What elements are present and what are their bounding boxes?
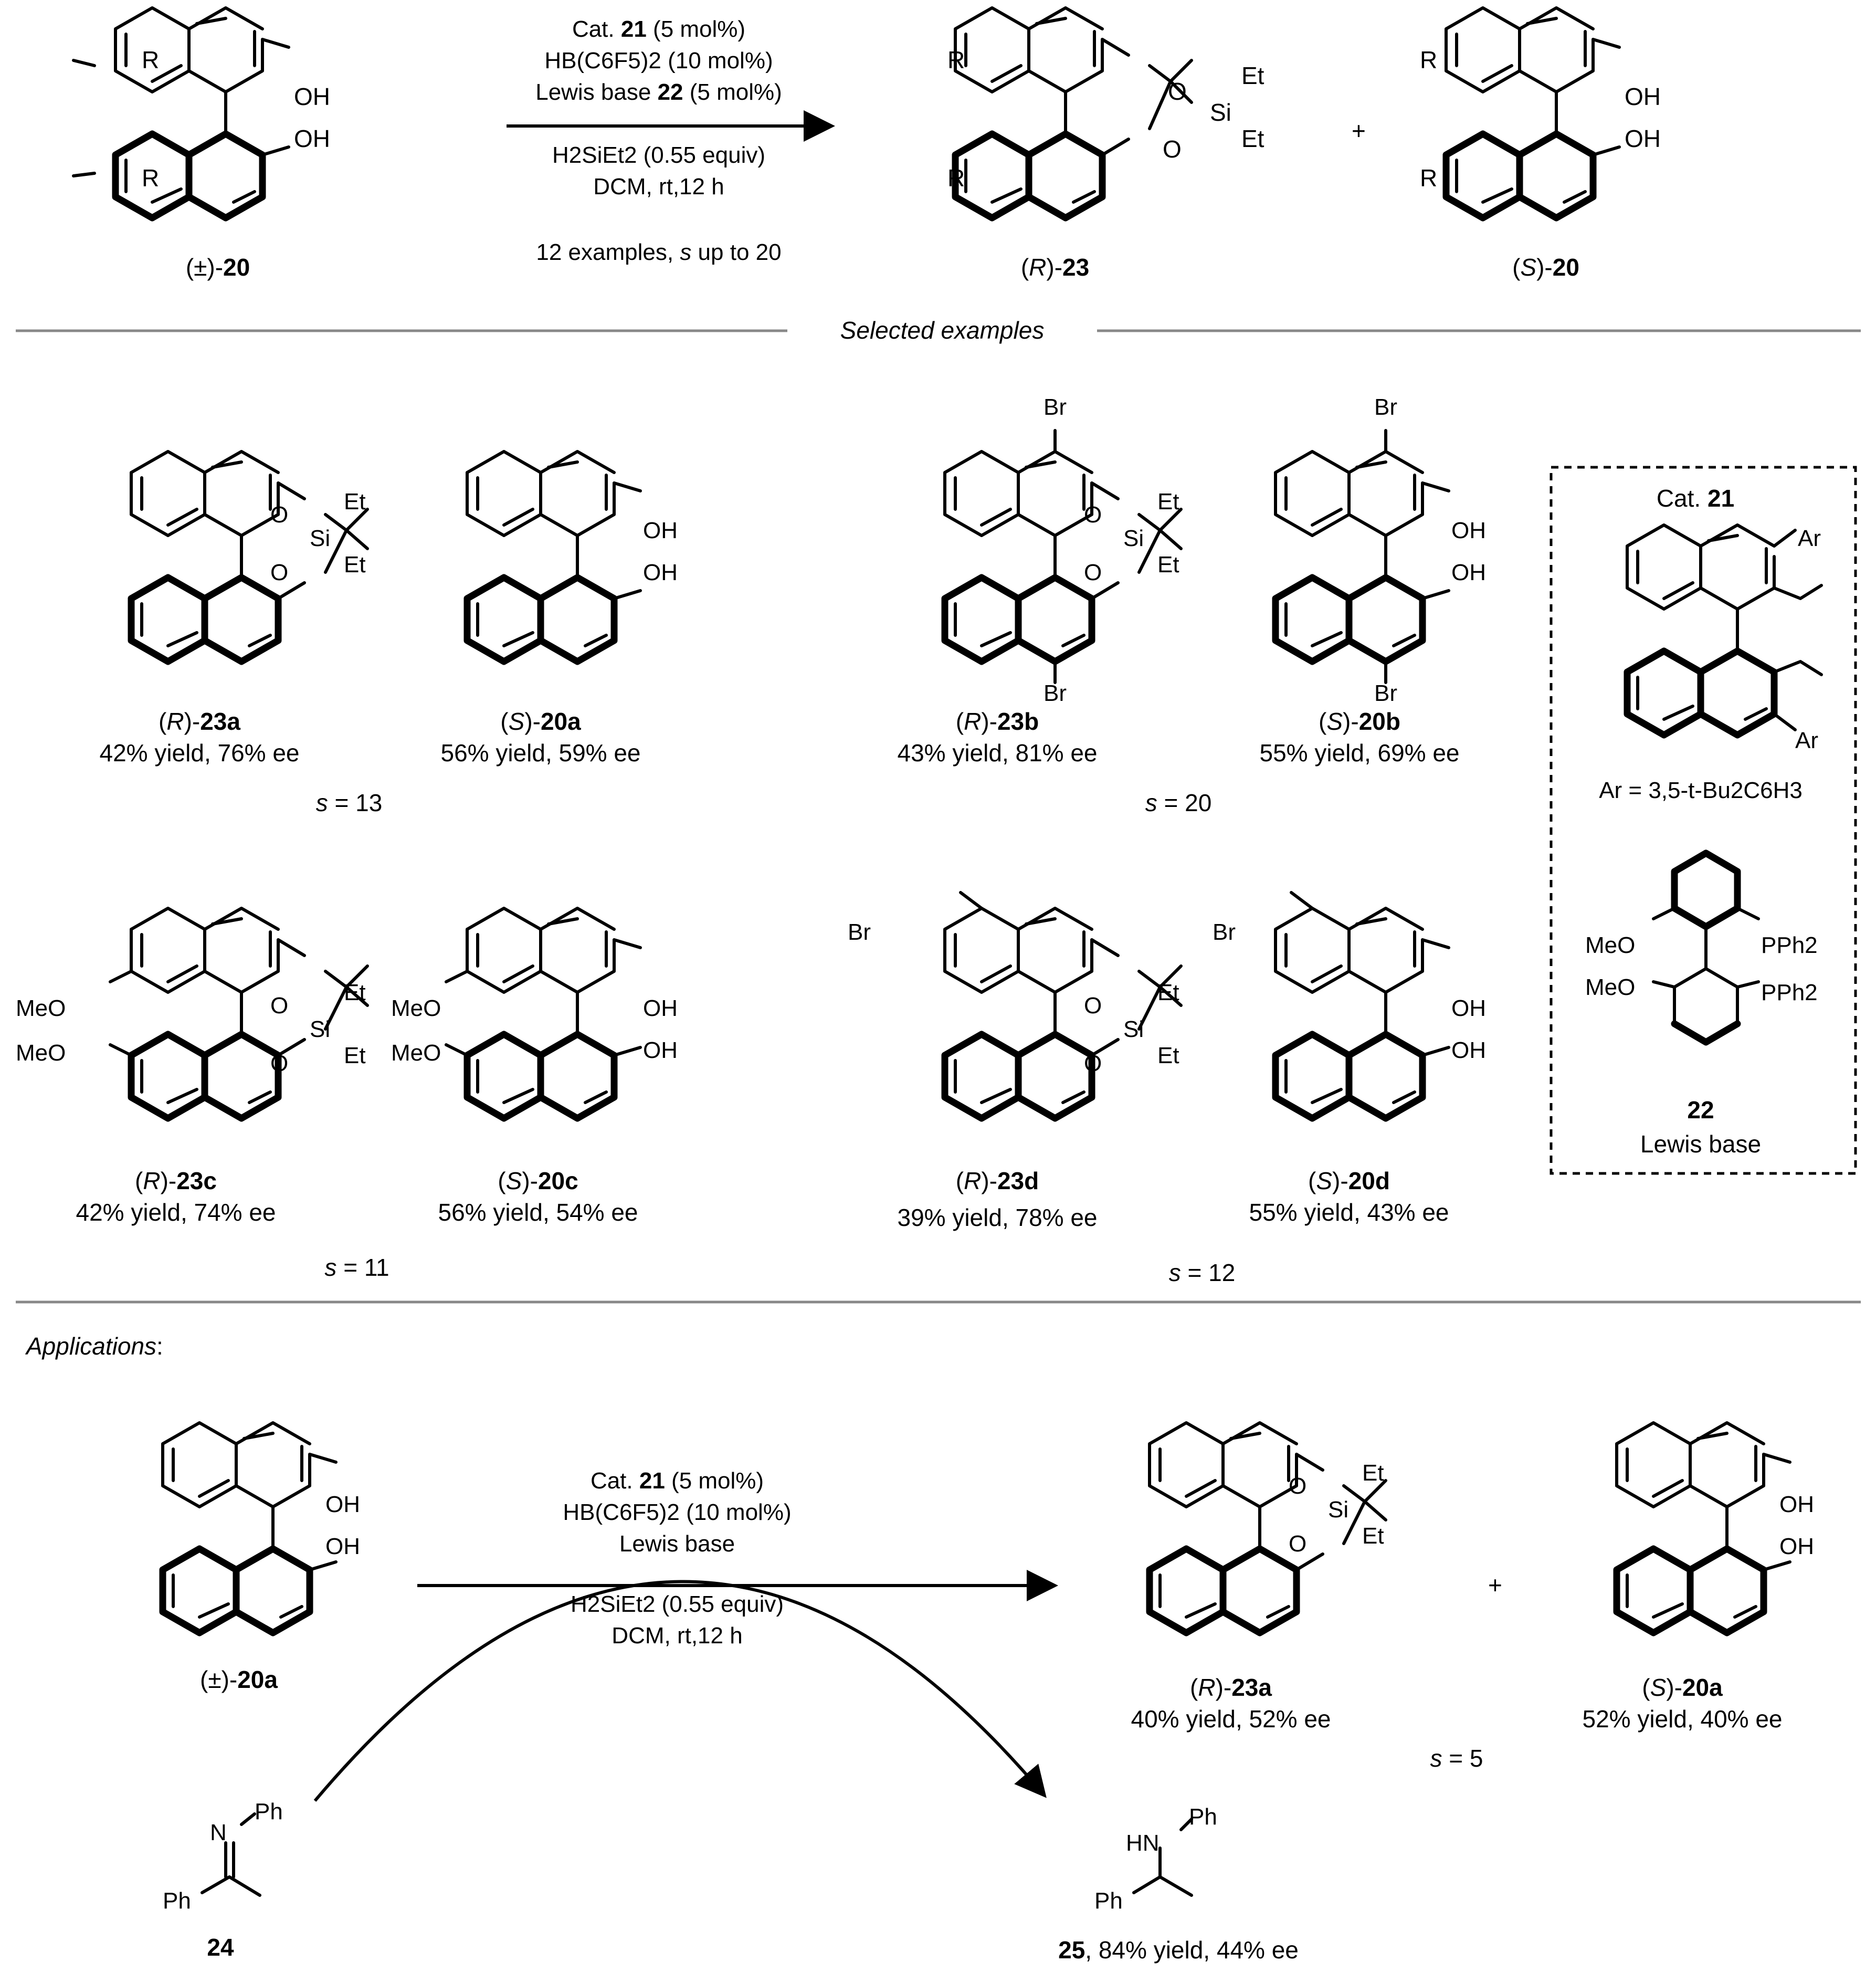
top-recovered-20 xyxy=(1446,8,1619,218)
compound-label: (S)-20a xyxy=(1642,1674,1723,1701)
hn-label: HN xyxy=(1126,1830,1160,1856)
s-factor: s = 20 xyxy=(1145,789,1212,816)
o-label: O xyxy=(1289,1473,1307,1499)
si-label: Si xyxy=(1123,526,1144,551)
br-label: Br xyxy=(1374,680,1397,706)
meo-label: MeO xyxy=(391,995,441,1021)
si-label: Si xyxy=(1210,99,1231,126)
et-label: Et xyxy=(1241,125,1264,152)
compound-label: (R)-23a xyxy=(1190,1674,1272,1701)
oh-label: OH xyxy=(294,83,330,110)
si-label: Si xyxy=(310,1016,331,1042)
yield-text: 56% yield, 59% ee xyxy=(440,739,641,767)
amine-yield: 25, 84% yield, 44% ee xyxy=(1058,1936,1299,1964)
oh-label: OH xyxy=(1779,1492,1814,1517)
meo-label: MeO xyxy=(1585,974,1636,1000)
ph-label: Ph xyxy=(1189,1804,1217,1830)
svg-text:Cat. 21 (5 mol%): Cat. 21 (5 mol%) xyxy=(590,1468,764,1494)
et-label: Et xyxy=(1157,489,1179,515)
o-label: O xyxy=(1084,1051,1102,1076)
br-label: Br xyxy=(1374,394,1397,420)
plus-sign: + xyxy=(1488,1571,1502,1599)
si-label: Si xyxy=(1328,1497,1349,1523)
oh-label: OH xyxy=(1625,125,1661,152)
pph2-label: PPh2 xyxy=(1761,932,1818,958)
example-20c xyxy=(446,908,640,1118)
ph-label: Ph xyxy=(255,1799,283,1824)
br-label: Br xyxy=(848,919,871,945)
yield-text: 56% yield, 54% ee xyxy=(438,1199,638,1226)
pph2-label: PPh2 xyxy=(1761,980,1818,1005)
yield-text: 42% yield, 74% ee xyxy=(76,1199,276,1226)
o-label: O xyxy=(270,993,289,1019)
compound-label: (R)-23a xyxy=(159,708,240,735)
o-label: O xyxy=(1084,993,1102,1019)
oh-label: OH xyxy=(643,560,678,585)
top-conditions xyxy=(535,16,782,265)
n-label: N xyxy=(210,1820,227,1845)
meo-label: MeO xyxy=(16,995,66,1021)
yield-text: 43% yield, 81% ee xyxy=(897,739,1098,767)
oh-label: OH xyxy=(643,518,678,543)
app-substrate-20a xyxy=(163,1423,336,1633)
product-label: (R)-23 xyxy=(1020,254,1090,281)
et-label: Et xyxy=(344,1043,366,1068)
ph-label: Ph xyxy=(1094,1888,1123,1914)
yield-text: 55% yield, 69% ee xyxy=(1259,739,1460,767)
si-label: Si xyxy=(310,526,331,551)
ph-label: Ph xyxy=(163,1888,191,1914)
svg-text:HB(C6F5)2 (10 mol%): HB(C6F5)2 (10 mol%) xyxy=(544,48,773,74)
compound-label: (R)-23c xyxy=(135,1167,217,1194)
compound-label: (S)-20c xyxy=(498,1167,578,1194)
et-label: Et xyxy=(1362,1460,1384,1486)
compound-label: (R)-23d xyxy=(955,1167,1039,1194)
meo-label: MeO xyxy=(16,1040,66,1066)
compound-label: (R)-23b xyxy=(955,708,1039,735)
substrate-label: (±)-20 xyxy=(185,254,250,281)
yield-text: 40% yield, 52% ee xyxy=(1131,1705,1331,1733)
compound-number: 24 xyxy=(207,1934,234,1961)
meo-label: MeO xyxy=(1585,932,1636,958)
et-label: Et xyxy=(344,489,366,515)
catalyst-21-structure xyxy=(1627,525,1821,735)
substrate-label: (±)-20a xyxy=(200,1666,278,1693)
br-label: Br xyxy=(1044,680,1067,706)
recovered-label: (S)-20 xyxy=(1512,254,1579,281)
yield-text: 55% yield, 43% ee xyxy=(1249,1199,1449,1226)
svg-text:H2SiEt2 (0.55 equiv): H2SiEt2 (0.55 equiv) xyxy=(552,142,765,168)
r-label: R xyxy=(947,46,965,74)
example-23a xyxy=(131,452,367,662)
meo-label: MeO xyxy=(391,1040,441,1066)
oh-label: OH xyxy=(1451,1037,1486,1063)
svg-text:Lewis base: Lewis base xyxy=(619,1531,735,1557)
o-label: O xyxy=(270,1051,289,1076)
et-label: Et xyxy=(344,552,366,578)
yield-text: 42% yield, 76% ee xyxy=(99,739,300,767)
svg-text:DCM, rt,12 h: DCM, rt,12 h xyxy=(593,174,724,200)
o-label: O xyxy=(1084,502,1102,528)
oh-label: OH xyxy=(325,1492,360,1517)
et-label: Et xyxy=(344,980,366,1005)
top-substrate xyxy=(73,8,289,218)
lewis-base-number: 22 xyxy=(1687,1096,1714,1124)
svg-text:Cat. 21 (5 mol%): Cat. 21 (5 mol%) xyxy=(572,16,746,42)
ar-definition: Ar = 3,5-t-Bu2C6H3 xyxy=(1599,778,1803,803)
et-label: Et xyxy=(1362,1523,1384,1549)
example-23d xyxy=(945,893,1181,1118)
example-20b xyxy=(1276,431,1449,683)
oh-label: OH xyxy=(1451,518,1486,543)
o-label: O xyxy=(270,560,289,585)
br-label: Br xyxy=(1044,394,1067,420)
lewis-base-22-structure xyxy=(1653,853,1758,1042)
section-title: Selected examples xyxy=(840,317,1045,344)
oh-label: OH xyxy=(1451,995,1486,1021)
s-factor: s = 12 xyxy=(1168,1259,1236,1286)
applications-heading: Applications: xyxy=(26,1332,163,1360)
ar-label: Ar xyxy=(1798,526,1821,551)
oh-label: OH xyxy=(1625,83,1661,110)
app-recovered-20a xyxy=(1617,1423,1790,1633)
r-label: R xyxy=(1420,164,1438,192)
compound-label: (S)-20b xyxy=(1319,708,1400,735)
compound-label: (S)-20a xyxy=(500,708,581,735)
s-factor: s = 5 xyxy=(1430,1745,1483,1772)
example-23c xyxy=(110,908,367,1118)
r-label: R xyxy=(142,46,160,74)
app-product-23a xyxy=(1150,1423,1386,1633)
yield-text: 39% yield, 78% ee xyxy=(897,1204,1098,1231)
lewis-base-label: Lewis base xyxy=(1640,1130,1762,1158)
svg-text:Lewis base 22 (5 mol%): Lewis base 22 (5 mol%) xyxy=(535,79,782,105)
br-label: Br xyxy=(1213,919,1236,945)
oh-label: OH xyxy=(643,1037,678,1063)
r-label: R xyxy=(1420,46,1438,74)
compound-label: (S)-20d xyxy=(1308,1167,1390,1194)
top-product-23 xyxy=(955,8,1192,218)
oh-label: OH xyxy=(1779,1534,1814,1559)
si-label: Si xyxy=(1123,1016,1144,1042)
catalyst-title: Cat. 21 xyxy=(1656,485,1735,512)
o-label: O xyxy=(1163,135,1182,163)
o-label: O xyxy=(1289,1531,1307,1557)
example-20a xyxy=(467,452,640,662)
o-label: O xyxy=(270,502,289,528)
svg-text:H2SiEt2 (0.55 equiv): H2SiEt2 (0.55 equiv) xyxy=(571,1591,784,1617)
et-label: Et xyxy=(1157,980,1179,1005)
r-label: R xyxy=(142,164,160,192)
s-factor: s = 11 xyxy=(324,1254,389,1281)
example-20d xyxy=(1276,893,1449,1118)
plus-sign: + xyxy=(1352,117,1366,144)
o-label: O xyxy=(1168,78,1187,105)
oh-label: OH xyxy=(1451,560,1486,585)
oh-label: OH xyxy=(294,125,330,152)
yield-text: 52% yield, 40% ee xyxy=(1582,1705,1783,1733)
svg-text:12 examples, s up to 20: 12 examples, s up to 20 xyxy=(536,239,782,265)
et-label: Et xyxy=(1157,552,1179,578)
catalyst-box xyxy=(1551,467,1856,1173)
oh-label: OH xyxy=(643,995,678,1021)
r-label: R xyxy=(947,164,965,192)
et-label: Et xyxy=(1241,62,1264,89)
oh-label: OH xyxy=(325,1534,360,1559)
s-factor: s = 13 xyxy=(315,789,383,816)
ar-label: Ar xyxy=(1795,728,1818,753)
example-23b xyxy=(945,431,1181,683)
et-label: Et xyxy=(1157,1043,1179,1068)
o-label: O xyxy=(1084,560,1102,585)
svg-text:HB(C6F5)2 (10 mol%): HB(C6F5)2 (10 mol%) xyxy=(563,1499,792,1525)
app-conditions xyxy=(563,1468,791,1649)
svg-text:DCM, rt,12 h: DCM, rt,12 h xyxy=(612,1623,743,1649)
